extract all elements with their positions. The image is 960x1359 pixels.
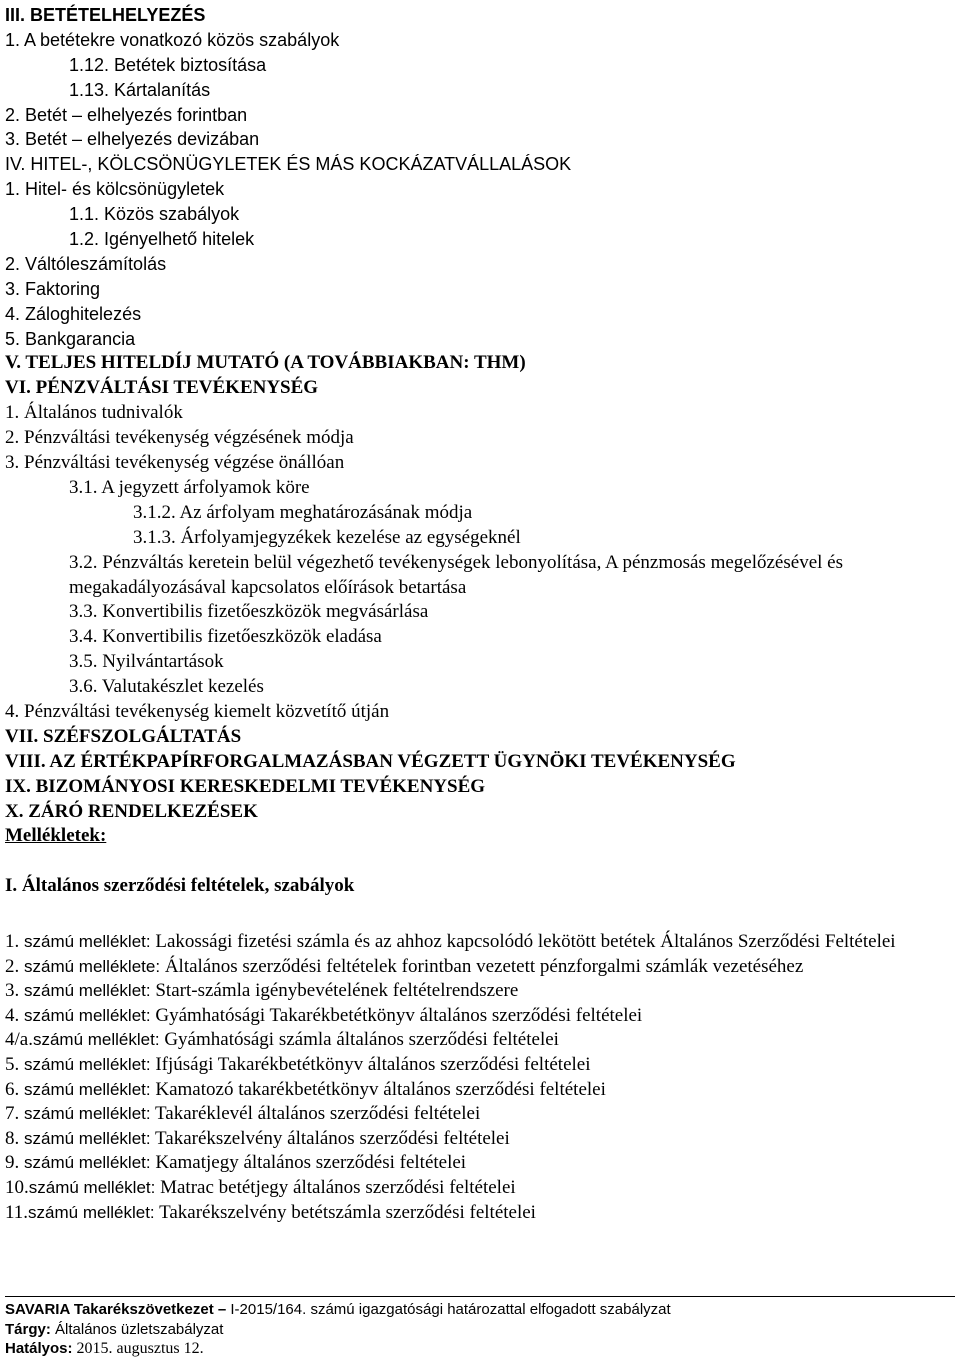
annex-title: Lakossági fizetési számla és az ahhoz kapcsolódó lekötött betétek Általános Szerződési Feltételei bbox=[155, 931, 896, 952]
annex-item-text bbox=[5, 1004, 955, 1029]
toc-entry: 2. Váltóleszámítolás bbox=[5, 253, 167, 274]
toc-heading: X. ZÁRÓ RENDELKEZÉSEK bbox=[5, 800, 258, 822]
annex-label: számú melléklet: bbox=[24, 1079, 151, 1099]
annex-item bbox=[5, 930, 955, 955]
annex-title: Takarékszelvény általános szerződési feltételei bbox=[155, 1127, 510, 1149]
annex-item bbox=[5, 1004, 955, 1029]
annex-title: Start-számla igénybevételének feltételrendszere bbox=[155, 980, 519, 1002]
toc-entry: 3.3. Konvertibilis fizetőeszközök megvásárlása bbox=[69, 601, 429, 623]
annex-item-text bbox=[5, 1053, 955, 1078]
annex-number: 5. bbox=[5, 1053, 20, 1075]
annex-number: 4/a. bbox=[5, 1029, 33, 1051]
annex-item-text bbox=[5, 979, 955, 1004]
toc-heading: VIII. AZ ÉRTÉKPAPÍRFORGALMAZÁSBAN VÉGZETT ÜGYNÖKI TEVÉKENYSÉG bbox=[5, 750, 736, 772]
toc-heading: VI. PÉNZVÁLTÁSI TEVÉKENYSÉG bbox=[5, 377, 319, 399]
annex-item bbox=[5, 1201, 955, 1226]
toc-entry: IV. HITEL-, KÖLCSÖNÜGYLETEK ÉS MÁS KOCKÁZATVÁLLALÁSOK bbox=[5, 154, 572, 175]
annex-label: számú melléklet: bbox=[24, 932, 151, 951]
toc-heading: V. TELJES HITELDÍJ MUTATÓ (A TOVÁBBIAKBAN: THM) bbox=[5, 352, 526, 374]
annex-label: számú melléklet: bbox=[24, 1005, 151, 1025]
annex-title: Általános szerződési feltételek forintban vezetett pénzforgalmi számlák vezetéséhez bbox=[164, 955, 804, 977]
annex-item-text bbox=[5, 1176, 955, 1201]
footer-effective-label: Hatályos: bbox=[5, 1340, 73, 1357]
annex-label: számú melléklete: bbox=[24, 956, 161, 976]
annex-item bbox=[5, 1102, 955, 1127]
annex-number: 4. bbox=[5, 1004, 20, 1026]
toc-heading: VII. SZÉFSZOLGÁLTATÁS bbox=[5, 725, 242, 747]
annex-item-text bbox=[5, 1201, 955, 1226]
footer-resolution: I-2015/164. számú igazgatósági határozattal elfogadott szabályzat bbox=[226, 1301, 671, 1318]
annex-item-text bbox=[5, 1028, 955, 1053]
toc-entry: 5. Bankgarancia bbox=[5, 328, 136, 349]
annex-label: számú melléklet: bbox=[24, 1153, 151, 1173]
annex-item bbox=[5, 979, 955, 1004]
annex-label: számú melléklet: bbox=[24, 981, 151, 1001]
annex-item-text bbox=[5, 930, 955, 955]
annex-label: számú melléklet: bbox=[24, 1128, 151, 1148]
footer-subject-label: Tárgy: bbox=[5, 1320, 51, 1338]
annex-number: 1. bbox=[5, 931, 20, 952]
annex-list bbox=[5, 930, 955, 1225]
toc-entry: 1.13. Kártalanítás bbox=[69, 79, 211, 100]
toc-entry: 3.2. Pénzváltás keretein belül végezhető tevékenységek lebonyolítása, A pénzmosás megelőzésével és megakadályozásával kapcsolatos előírások betartása bbox=[69, 551, 843, 598]
annex-label: számú melléklet: bbox=[24, 1054, 151, 1074]
annex-item-text bbox=[5, 1127, 955, 1152]
annex-number: 11. bbox=[5, 1201, 29, 1223]
annex-item-text bbox=[5, 955, 955, 980]
toc-entry: 1. A betétekre vonatkozó közös szabályok bbox=[5, 29, 340, 50]
annex-item bbox=[5, 1127, 955, 1152]
annex-title: Ifjúsági Takarékbetétkönyv általános szerződési feltételei bbox=[155, 1053, 591, 1075]
toc-entry: 3.4. Konvertibilis fizetőeszközök eladása bbox=[69, 626, 382, 648]
annex-title: Takarékszelvény betétszámla szerződési feltételei bbox=[159, 1201, 536, 1223]
toc-heading: I. Általános szerződési feltételek, szabályok bbox=[5, 875, 355, 897]
toc-entry: 3. Pénzváltási tevékenység végzése önállóan bbox=[5, 452, 345, 474]
annex-number: 2. bbox=[5, 955, 20, 977]
toc-entry: 3.1.2. Az árfolyam meghatározásának módja bbox=[133, 501, 473, 523]
annex-item bbox=[5, 1053, 955, 1078]
footer-effective-value: 2015. augusztus 12. bbox=[72, 1340, 204, 1357]
annex-number: 9. bbox=[5, 1152, 20, 1174]
toc-entry: 1. Általános tudnivalók bbox=[5, 402, 183, 424]
annex-title: Matrac betétjegy általános szerződési feltételei bbox=[160, 1176, 516, 1198]
footer-institution: SAVARIA Takarékszövetkezet – bbox=[5, 1301, 227, 1318]
toc-heading: Mellékletek: bbox=[5, 825, 107, 847]
annex-title: Takaréklevél általános szerződési feltételei bbox=[155, 1103, 481, 1125]
annex-item-text bbox=[5, 1078, 955, 1103]
annex-number: 10. bbox=[5, 1176, 29, 1198]
annex-label: számú melléklet: bbox=[24, 1104, 151, 1124]
annex-item bbox=[5, 1176, 955, 1201]
annex-title: Kamatjegy általános szerződési feltételei bbox=[155, 1152, 467, 1174]
annex-item-text bbox=[5, 1151, 955, 1176]
toc-entry: 3.5. Nyilvántartások bbox=[69, 651, 224, 673]
annex-number: 6. bbox=[5, 1078, 20, 1100]
annex-number: 7. bbox=[5, 1103, 20, 1125]
annex-label: számú melléklet: bbox=[28, 1177, 156, 1197]
toc-entry: 1. Hitel- és kölcsönügyletek bbox=[5, 179, 225, 200]
toc-entry: 3.1. A jegyzett árfolyamok köre bbox=[69, 476, 310, 498]
annex-label: számú melléklet: bbox=[28, 1202, 155, 1222]
annex-label: számú melléklet: bbox=[32, 1030, 160, 1050]
toc-entry: 4. Záloghitelezés bbox=[5, 303, 142, 324]
annex-item bbox=[5, 955, 955, 980]
table-of-contents bbox=[5, 3, 955, 899]
toc-entry: 4. Pénzváltási tevékenység kiemelt közvetítő útján bbox=[5, 700, 390, 722]
footer-subject-value: Általános üzletszabályzat bbox=[50, 1320, 224, 1338]
annex-item-text bbox=[5, 1102, 955, 1127]
annex-number: 3. bbox=[5, 980, 20, 1002]
toc-entry: 3.6. Valutakészlet kezelés bbox=[69, 676, 264, 698]
document-footer bbox=[5, 1296, 955, 1359]
annex-number: 8. bbox=[5, 1127, 20, 1149]
footer-line-2 bbox=[5, 1320, 955, 1340]
footer-line-3 bbox=[5, 1339, 955, 1359]
annex-title: Gyámhatósági Takarékbetétkönyv általános szerződési feltételei bbox=[155, 1004, 643, 1026]
footer-line-1 bbox=[5, 1300, 955, 1320]
toc-entry: 1.12. Betétek biztosítása bbox=[69, 54, 267, 75]
toc-heading: IX. BIZOMÁNYOSI KERESKEDELMI TEVÉKENYSÉG bbox=[5, 775, 486, 797]
toc-entry: 3. Faktoring bbox=[5, 278, 101, 299]
toc-entry: 2. Betét – elhelyezés forintban bbox=[5, 104, 248, 125]
toc-entry: 3. Betét – elhelyezés devizában bbox=[5, 129, 260, 150]
toc-entry: 3.1.3. Árfolyamjegyzékek kezelése az egységeknél bbox=[133, 526, 521, 548]
annex-item bbox=[5, 1151, 955, 1176]
annex-title: Gyámhatósági számla általános szerződési feltételei bbox=[164, 1029, 559, 1051]
toc-entry: 1.1. Közös szabályok bbox=[69, 204, 240, 225]
blank-line bbox=[5, 849, 955, 874]
toc-entry: 1.2. Igényelhető hitelek bbox=[69, 229, 255, 250]
annex-item bbox=[5, 1028, 955, 1053]
toc-heading: III. BETÉTELHELYEZÉS bbox=[5, 5, 206, 25]
toc-entry: 2. Pénzváltási tevékenység végzésének módja bbox=[5, 427, 354, 449]
annex-item bbox=[5, 1078, 955, 1103]
annex-title: Kamatozó takarékbetétkönyv általános szerződési feltételei bbox=[155, 1078, 606, 1100]
